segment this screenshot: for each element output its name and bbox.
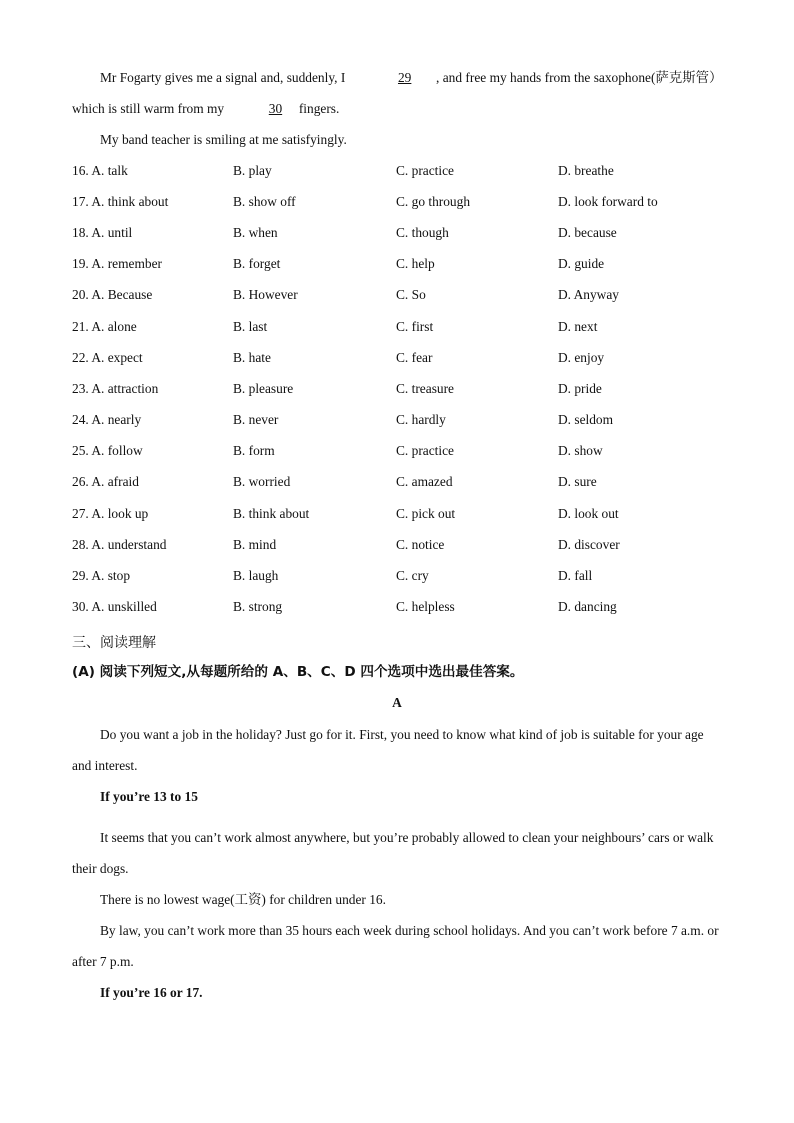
question-option-a: 29. A. stop (72, 568, 131, 584)
question-option-a: 24. A. nearly (72, 412, 142, 428)
question-option-b: B. mind (233, 536, 277, 552)
question-row (72, 529, 722, 560)
question-row (72, 467, 722, 498)
question-option-d: D. enjoy (558, 349, 605, 365)
question-option-c: C. help (396, 256, 435, 272)
question-option-a: 27. A. look up (72, 505, 149, 521)
passage-paragraph-3: There is no lowest wage(工资) for children under 16. (100, 891, 386, 907)
intro-paragraph (72, 62, 722, 124)
question-row (72, 155, 722, 186)
question-option-c: C. amazed (396, 474, 453, 490)
question-option-b: B. worried (233, 474, 291, 490)
question-option-b: B. However (233, 287, 298, 303)
question-option-c: C. So (396, 287, 426, 303)
question-option-b: B. hate (233, 349, 271, 365)
question-row (72, 560, 722, 591)
question-option-b: B. laugh (233, 568, 279, 584)
question-option-c: C. pick out (396, 505, 456, 521)
question-option-a: 25. A. follow (72, 443, 143, 459)
question-option-d: D. sure (558, 474, 597, 490)
intro-text-start: Mr Fogarty gives me a signal and, suddenly, I (100, 70, 349, 85)
question-option-b: B. when (233, 224, 278, 240)
question-option-d: D. because (558, 224, 617, 240)
subheading-16-17: If you’re 16 or 17. (100, 984, 203, 1000)
question-row (72, 186, 722, 217)
question-option-b: B. play (233, 162, 272, 178)
question-option-c: C. hardly (396, 412, 446, 428)
question-option-d: D. pride (558, 380, 602, 396)
question-row (72, 311, 722, 342)
question-option-a: 22. A. expect (72, 349, 143, 365)
question-option-b: B. think about (233, 505, 310, 521)
question-option-c: C. notice (396, 536, 445, 552)
question-option-b: B. show off (233, 193, 296, 209)
question-option-b: B. strong (233, 599, 283, 615)
blank-29: 29 (397, 70, 412, 85)
question-row (72, 498, 722, 529)
question-option-b: B. forget (233, 256, 281, 272)
question-row (72, 342, 722, 373)
question-option-c: C. though (396, 224, 449, 240)
blank-30: 30 (268, 101, 283, 116)
question-row (72, 405, 722, 436)
question-option-d: D. seldom (558, 412, 614, 428)
question-option-d: D. discover (558, 536, 620, 552)
intro-closing-line: My band teacher is smiling at me satisfyingly. (100, 132, 347, 147)
passage-paragraph-1: Do you want a job in the holiday? Just go for it. First, you need to know what kind of job is suitable for your age and interest. (72, 726, 704, 773)
question-option-b: B. pleasure (233, 380, 294, 396)
question-option-c: C. fear (396, 349, 433, 365)
question-option-d: D. look out (558, 505, 619, 521)
question-option-c: C. treasure (396, 380, 455, 396)
question-option-a: 16. A. talk (72, 162, 128, 178)
question-row (72, 249, 722, 280)
question-option-b: B. form (233, 443, 275, 459)
question-row (72, 373, 722, 404)
question-option-d: D. fall (558, 568, 593, 584)
question-option-c: C. go through (396, 193, 471, 209)
section-instruction: (A) 阅读下列短文,从每题所给的 A、B、C、D 四个选项中选出最佳答案。 (72, 663, 524, 680)
question-option-a: 30. A. unskilled (72, 599, 157, 615)
question-option-a: 17. A. think about (72, 193, 169, 209)
question-option-a: 21. A. alone (72, 318, 137, 334)
question-option-a: 20. A. Because (72, 287, 153, 303)
question-option-b: B. never (233, 412, 279, 428)
question-row (72, 217, 722, 248)
question-option-d: D. dancing (558, 599, 617, 615)
passage-paragraph-4: By law, you can’t work more than 35 hours each week during school holidays. And you can’t work before 7 a.m. or after 7 p.m. (72, 922, 719, 969)
intro-text-middle: , and free my hands from the saxophone(萨克斯管）which is still warm from my (72, 70, 716, 116)
document-page (72, 62, 722, 1008)
question-option-d: D. show (558, 443, 603, 459)
question-option-d: D. next (558, 318, 598, 334)
intro-text-end: fingers. (295, 101, 340, 116)
question-option-c: C. first (396, 318, 434, 334)
question-option-a: 18. A. until (72, 224, 133, 240)
question-option-d: D. guide (558, 256, 605, 272)
question-option-a: 23. A. attraction (72, 380, 159, 396)
question-option-c: C. practice (396, 443, 454, 459)
question-option-d: D. breathe (558, 162, 614, 178)
question-option-c: C. cry (396, 568, 429, 584)
subheading-13-15: If you’re 13 to 15 (100, 788, 198, 804)
question-option-c: C. helpless (396, 599, 455, 615)
question-row (72, 280, 722, 311)
passage-paragraph-2: It seems that you can’t work almost anywhere, but you’re probably allowed to clean your neighbours’ cars or walk their dogs. (72, 829, 714, 876)
question-row (72, 436, 722, 467)
question-list (72, 155, 722, 623)
question-option-d: D. Anyway (558, 287, 619, 303)
question-option-a: 26. A. afraid (72, 474, 139, 490)
question-row (72, 592, 722, 623)
question-option-c: C. practice (396, 162, 454, 178)
question-option-b: B. last (233, 318, 268, 334)
question-option-a: 28. A. understand (72, 536, 167, 552)
question-option-d: D. look forward to (558, 193, 658, 209)
passage-letter: A (392, 694, 402, 710)
section-title: 三、阅读理解 (72, 634, 156, 651)
question-option-a: 19. A. remember (72, 256, 162, 272)
